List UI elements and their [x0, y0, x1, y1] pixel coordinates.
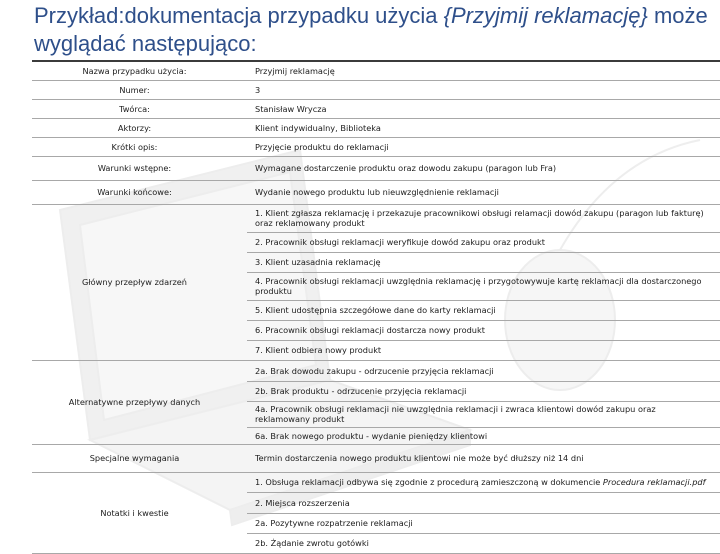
notes-item: 2a. Pozytywne rozpatrzenie reklamacji [247, 513, 720, 533]
row-value: Klient indywidualny, Biblioteka [247, 118, 720, 137]
notes-item: 2. Miejsca rozszerzenia [247, 492, 720, 513]
table-row [32, 137, 720, 156]
table-row [32, 444, 720, 472]
alt-flow-label: Alternatywne przepływy danych [32, 360, 247, 444]
table-row [32, 472, 720, 492]
row-label: Aktorzy: [32, 118, 247, 137]
main-flow-label: Główny przepływ zdarzeń [32, 204, 247, 360]
row-label: Krótki opis: [32, 137, 247, 156]
notes-item [247, 472, 720, 492]
use-case-table [32, 62, 720, 554]
table-row [32, 99, 720, 118]
table-row [32, 204, 720, 232]
alt-flow-step: 2b. Brak produktu - odrzucenie przyjęcia reklamacji [247, 381, 720, 401]
row-label: Twórca: [32, 99, 247, 118]
main-flow-step: 3. Klient uzasadnia reklamację [247, 252, 720, 272]
alt-flow-step: 2a. Brak dowodu zakupu - odrzucenie przyjęcia reklamacji [247, 360, 720, 381]
main-flow-step: 1. Klient zgłasza reklamację i przekazuje pracownikowi obsługi relamacji dowód zakupu (paragon lub fakturę) oraz reklamowany produkt [247, 204, 720, 232]
table-row [32, 180, 720, 204]
row-label: Warunki wstępne: [32, 156, 247, 180]
row-value: Stanisław Wrycza [247, 99, 720, 118]
main-flow-step: 6. Pracownik obsługi reklamacji dostarcza nowy produkt [247, 320, 720, 340]
special-requirements-label: Specjalne wymagania [32, 444, 247, 472]
table-row [32, 118, 720, 137]
main-flow-step: 7. Klient odbiera nowy produkt [247, 340, 720, 360]
row-value: Przyjmij reklamację [247, 62, 720, 80]
main-flow-step: 5. Klient udostępnia szczegółowe dane do karty reklamacji [247, 300, 720, 320]
row-value: 3 [247, 80, 720, 99]
notes-item-text: 1. Obsługa reklamacji odbywa się zgodnie z procedurą zamieszczoną w dokumencie [255, 477, 603, 487]
table-row [32, 80, 720, 99]
alt-flow-step: 6a. Brak nowego produktu - wydanie pieniędzy klientowi [247, 427, 720, 444]
title-prefix: Przykład:dokumentacja przypadku użycia [34, 3, 444, 28]
page-title [34, 2, 714, 58]
notes-label: Notatki i kwestie [32, 472, 247, 553]
main-flow-step: 2. Pracownik obsługi reklamacji weryfikuje dowód zakupu oraz produkt [247, 232, 720, 252]
table-row [32, 360, 720, 381]
table-row [32, 156, 720, 180]
row-label: Nazwa przypadku użycia: [32, 62, 247, 80]
main-flow-step: 4. Pracownik obsługi reklamacji uwzględnia reklamację i przygotowywuje kartę reklamacji dla dostarczonego produktu [247, 272, 720, 300]
notes-item: 2b. Żądanie zwrotu gotówki [247, 533, 720, 553]
row-value: Przyjęcie produktu do reklamacji [247, 137, 720, 156]
row-label: Numer: [32, 80, 247, 99]
special-requirements-value: Termin dostarczenia nowego produktu klientowi nie może być dłuższy niż 14 dni [247, 444, 720, 472]
row-label: Warunki końcowe: [32, 180, 247, 204]
row-value: Wydanie nowego produktu lub nieuwzględnienie reklamacji [247, 180, 720, 204]
table-row [32, 62, 720, 80]
title-suffix: może wyglądać następująco: [34, 3, 708, 56]
title-use-case-name: {Przyjmij reklamację} [443, 3, 648, 28]
document-reference: Procedura reklamacji.pdf [602, 477, 706, 487]
alt-flow-step: 4a. Pracownik obsługi reklamacji nie uwzględnia reklamacji i zwraca klientowi dowód zakupu oraz reklamowany produkt [247, 401, 720, 427]
row-value: Wymagane dostarczenie produktu oraz dowodu zakupu (paragon lub Fra) [247, 156, 720, 180]
